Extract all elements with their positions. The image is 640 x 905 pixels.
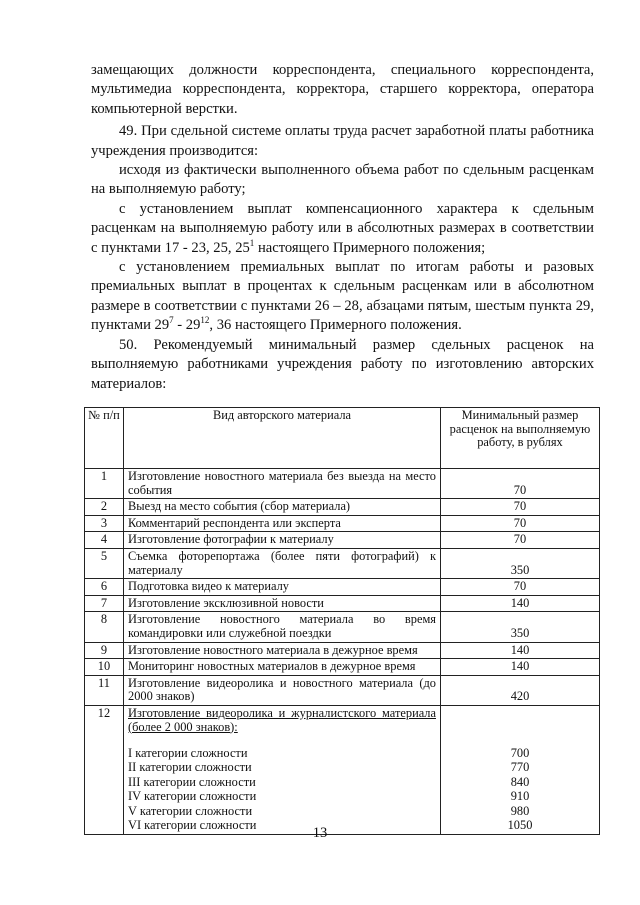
text-run: - 29 <box>173 317 201 334</box>
subrow-label: IV категории сложности <box>128 789 257 804</box>
subrow-value: 1050 <box>507 818 533 833</box>
paragraph-50: 50. Рекомендуемый минимальный размер сдельных расценок на выполняемую работниками учреждения работу по изготовлению авторских материалов: <box>91 336 594 392</box>
body-text <box>91 61 594 394</box>
row-value <box>441 705 600 835</box>
row-value: 140 <box>441 595 600 612</box>
row-value: 140 <box>441 642 600 659</box>
row-name: Подготовка видео к материалу <box>124 579 441 596</box>
row-heading: Изготовление видеоролика и журналистского материала (более 2 000 знаков): <box>128 705 436 734</box>
rates-table <box>84 407 600 835</box>
row-name: Комментарий респондента или эксперта <box>124 515 441 532</box>
paragraph-49-item-b <box>91 200 594 258</box>
row-num: 9 <box>85 642 124 659</box>
subrow-value: 770 <box>510 760 530 775</box>
subrow-value: 980 <box>510 803 530 818</box>
row-name: Изготовление новостного материала во время командировки или служебной поездки <box>124 612 441 642</box>
page-number: 13 <box>312 825 328 841</box>
table-row <box>85 642 600 659</box>
subrow-label: VI категории сложности <box>128 818 257 833</box>
row-value: 420 <box>441 675 600 705</box>
row-value: 70 <box>441 469 600 499</box>
row-value: 70 <box>441 515 600 532</box>
table-row <box>85 499 600 516</box>
subrow-value: 910 <box>510 789 530 804</box>
text-run: с установлением премиальных выплат по итогам работы и разовых премиальных выплат в процентах к сдельным расценкам или в абсолютном размере в соответствии с пунктами 26 – 28, абзацами пятым, шестым пункта 29, пунктами 29 <box>91 259 594 334</box>
table-row <box>85 469 600 499</box>
row-name: Выезд на место события (сбор материала) <box>124 499 441 516</box>
paragraph-continuation: замещающих должности корреспондента, специального корреспондента, мультимедиа корреспондента, корректора, старшего корректора, оператора компьютерной верстки. <box>91 62 594 117</box>
table-row <box>85 675 600 705</box>
text-run: настоящего Примерного положения; <box>254 239 486 256</box>
row-name <box>124 705 441 835</box>
row-num: 1 <box>85 469 124 499</box>
row-name: Съемка фоторепортажа (более пяти фотографий) к материалу <box>124 548 441 578</box>
paragraph-49-item-a: исходя из фактически выполненного объема работ по сдельным расценкам на выполняемую работу; <box>91 162 594 198</box>
table-row <box>85 659 600 676</box>
row-name: Изготовление фотографии к материалу <box>124 532 441 549</box>
row-num: 12 <box>85 705 124 835</box>
row-value: 350 <box>441 612 600 642</box>
row-num: 4 <box>85 532 124 549</box>
row-num: 11 <box>85 675 124 705</box>
subrow-value: 700 <box>510 746 530 761</box>
text-run: , 36 настоящего Примерного положения. <box>209 317 462 334</box>
header-name: Вид авторского материала <box>124 408 441 469</box>
table-row <box>85 532 600 549</box>
row-value: 350 <box>441 548 600 578</box>
subrow-label: V категории сложности <box>128 803 253 818</box>
header-value: Минимальный размер расценок на выполняемую работу, в рублях <box>441 408 600 469</box>
row-value: 70 <box>441 579 600 596</box>
subrow-value: 840 <box>510 774 530 789</box>
row-value: 70 <box>441 499 600 516</box>
superscript: 7 <box>169 315 174 326</box>
row-num: 5 <box>85 548 124 578</box>
table-row <box>85 595 600 612</box>
superscript: 12 <box>200 315 210 326</box>
subrow-label: II категории сложности <box>128 760 252 775</box>
row-num: 3 <box>85 515 124 532</box>
table-row <box>85 579 600 596</box>
table-header-row <box>85 408 600 469</box>
row-num: 6 <box>85 579 124 596</box>
superscript: 1 <box>249 237 255 248</box>
row-value: 70 <box>441 532 600 549</box>
table-row <box>85 515 600 532</box>
row-num: 10 <box>85 659 124 676</box>
header-num: № п/п <box>85 408 124 469</box>
row-num: 2 <box>85 499 124 516</box>
text-run: с установлением выплат компенсационного характера к сдельным расценкам на выполняемую работу или в абсолютных размерах в соответствии с пунктами 17 - 23, 25, 25 <box>91 200 594 256</box>
subrow-label: I категории сложности <box>128 746 248 761</box>
row-name: Изготовление новостного материала в дежурное время <box>124 642 441 659</box>
subrow-label: III категории сложности <box>128 774 256 789</box>
row-value: 140 <box>441 659 600 676</box>
table-row <box>85 705 600 835</box>
row-name: Изготовление новостного материала без выезда на место события <box>124 469 441 499</box>
table-row <box>85 612 600 642</box>
row-name: Изготовление видеоролика и новостного материала (до 2000 знаков) <box>124 675 441 705</box>
row-name: Изготовление эксклюзивной новости <box>124 595 441 612</box>
row-num: 7 <box>85 595 124 612</box>
row-name: Мониторинг новостных материалов в дежурное время <box>124 659 441 676</box>
row-num: 8 <box>85 612 124 642</box>
paragraph-49: 49. При сдельной системе оплаты труда расчет заработной платы работника учреждения производится: <box>91 123 594 159</box>
paragraph-49-item-c <box>91 258 594 336</box>
table-row <box>85 548 600 578</box>
